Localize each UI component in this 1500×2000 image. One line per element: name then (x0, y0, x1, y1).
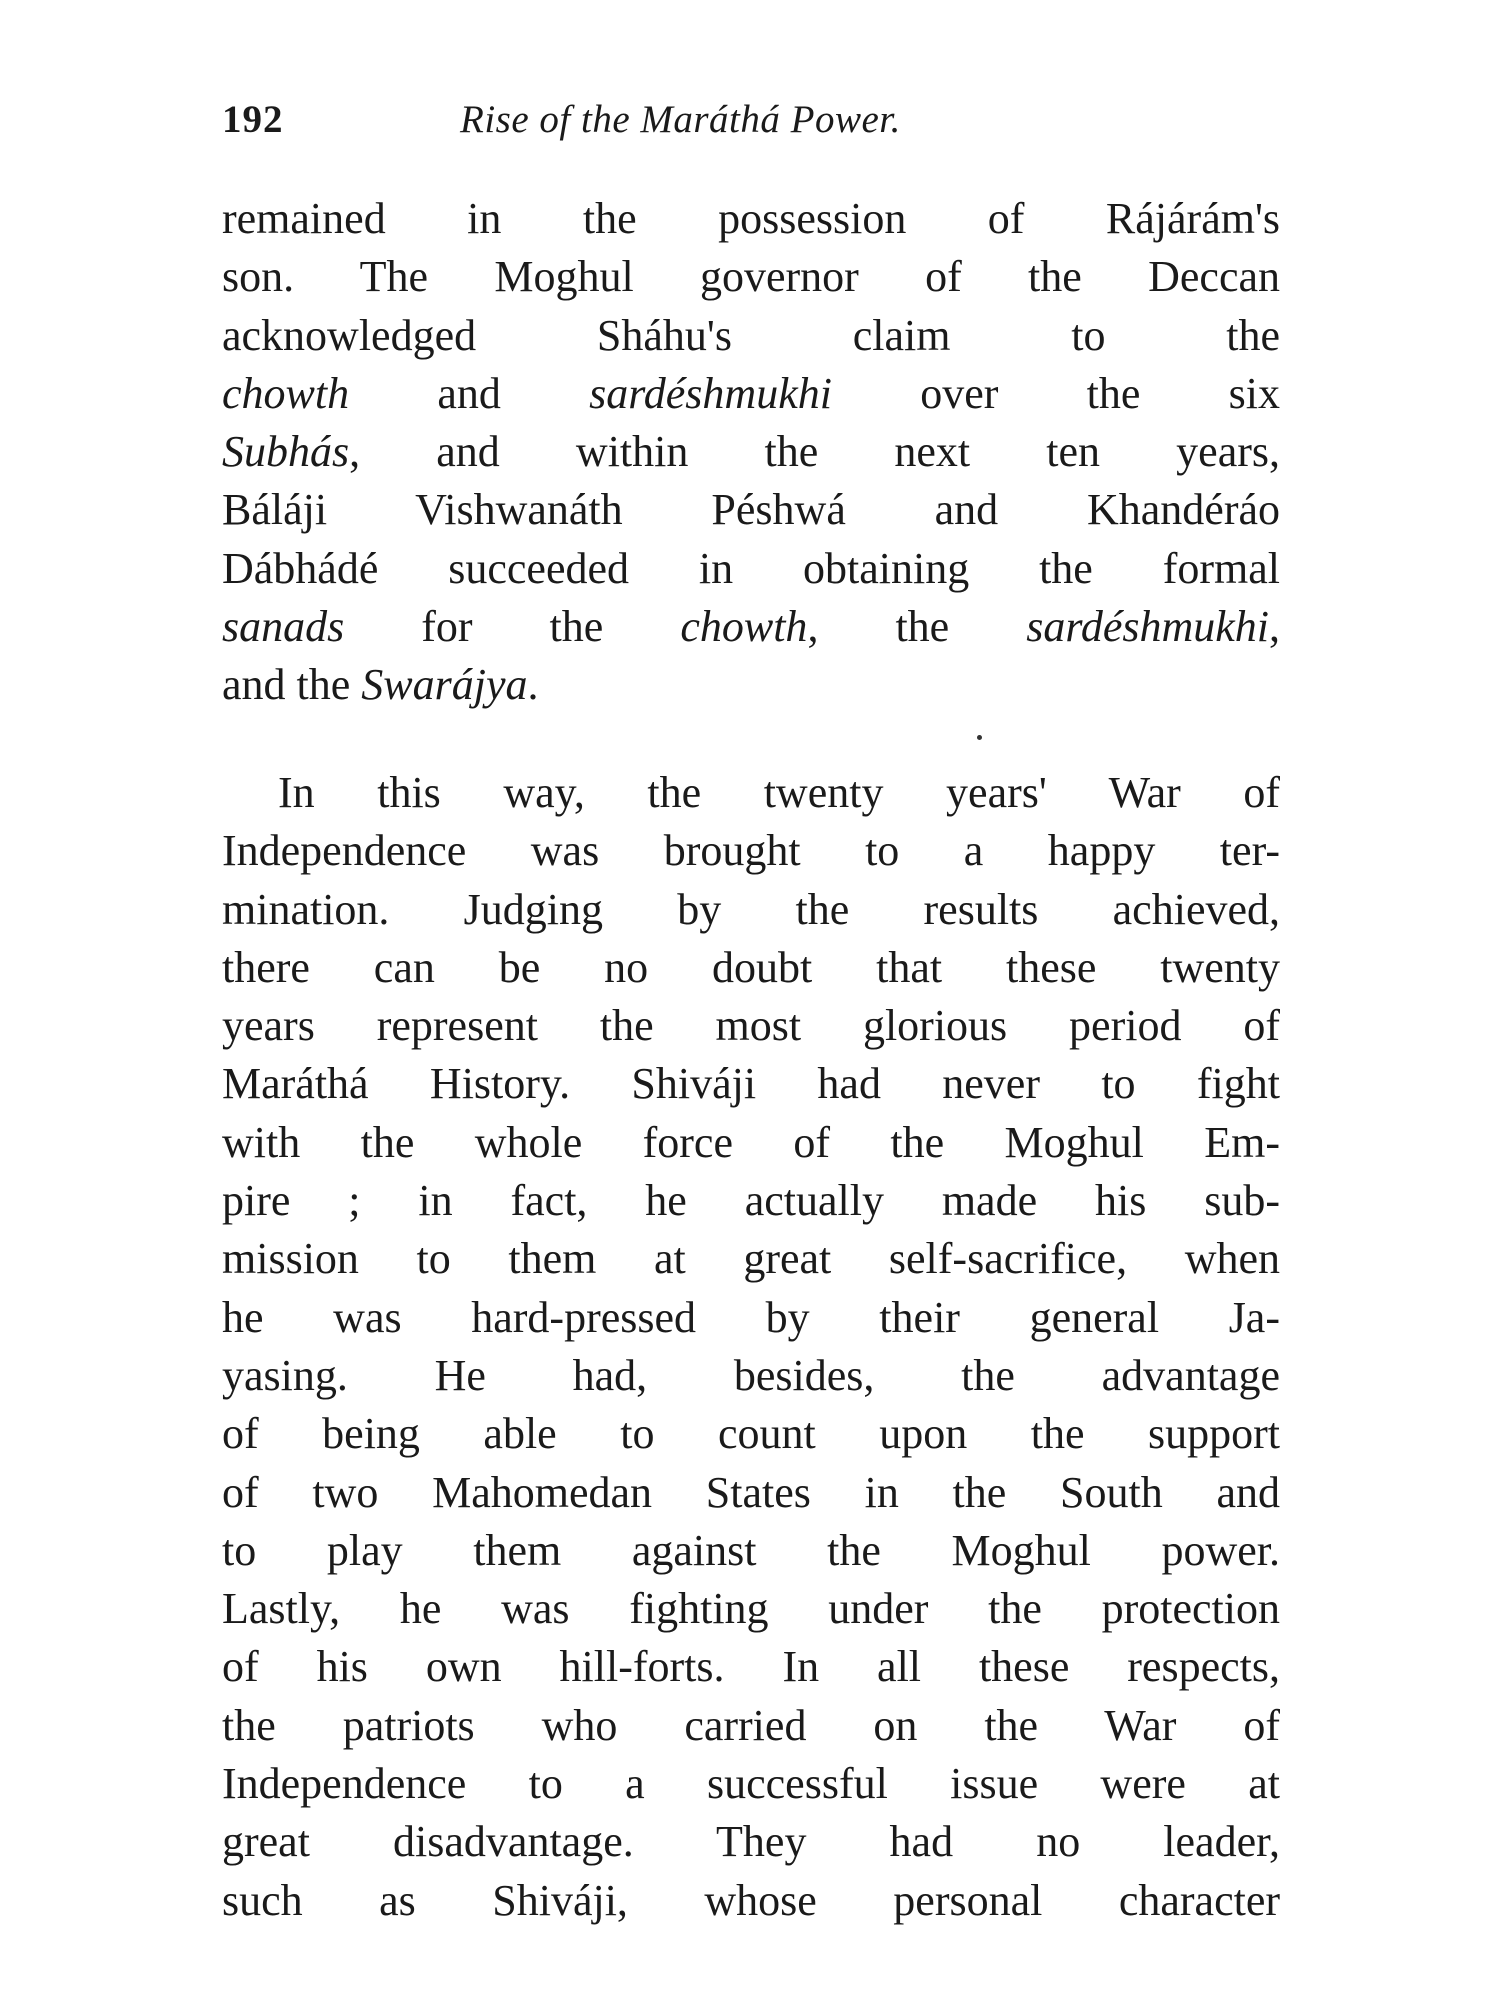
text-line: the patriots who carried on the War of (222, 1700, 1280, 1750)
text-line: remained in the possession of Rájárám's (222, 194, 1280, 243)
text-line: with the whole force of the Moghul Em- (222, 1117, 1280, 1167)
running-header (222, 95, 1280, 145)
text-line: of two Mahomedan States in the South and (222, 1467, 1280, 1517)
text-line: years represent the most glorious period of (222, 1001, 1280, 1051)
text-line: there can be no doubt that these twenty (222, 942, 1280, 992)
text-line: mination. Judging by the results achieved, (222, 884, 1280, 934)
text-line: Independence to a successful issue were at (222, 1759, 1280, 1809)
text-line: pire ; in fact, he actually made his sub- (222, 1176, 1280, 1226)
running-title: Rise of the Maráthá Power. (460, 98, 901, 141)
text-line: great disadvantage. They had no leader, (222, 1817, 1280, 1867)
text-line: chowth and sardéshmukhi over the six (222, 368, 1280, 418)
text-line: Lastly, he was fighting under the protection (222, 1584, 1280, 1634)
text-line: In this way, the twenty years' War of (278, 768, 1280, 817)
text-line: of his own hill-forts. In all these respects, (222, 1642, 1280, 1692)
page-number: 192 (222, 98, 284, 141)
print-speck (977, 735, 982, 740)
text-line: sanads for the chowth, the sardéshmukhi, (222, 602, 1280, 652)
text-line: such as Shiváji, whose personal character (222, 1875, 1280, 1925)
text-line: Báláji Vishwanáth Péshwá and Khandéráo (222, 485, 1280, 535)
paragraph-1 (222, 190, 1280, 715)
text-line: Independence was brought to a happy ter- (222, 826, 1280, 876)
book-page (222, 95, 1280, 1955)
text-line: of being able to count upon the support (222, 1409, 1280, 1459)
text-line: Maráthá History. Shiváji had never to fight (222, 1059, 1280, 1109)
text-line: son. The Moghul governor of the Deccan (222, 252, 1280, 302)
text-line: mission to them at great self-sacrifice, when (222, 1234, 1280, 1284)
paragraph-2 (222, 764, 1280, 1930)
text-line: he was hard-pressed by their general Ja- (222, 1292, 1280, 1342)
text-line: Subhás, and within the next ten years, (222, 427, 1280, 477)
text-line: and the Swarájya. (222, 660, 539, 710)
text-line: yasing. He had, besides, the advantage (222, 1350, 1280, 1400)
text-line: acknowledged Sháhu's claim to the (222, 310, 1280, 360)
text-line: to play them against the Moghul power. (222, 1525, 1280, 1575)
text-line: Dábhádé succeeded in obtaining the formal (222, 543, 1280, 593)
